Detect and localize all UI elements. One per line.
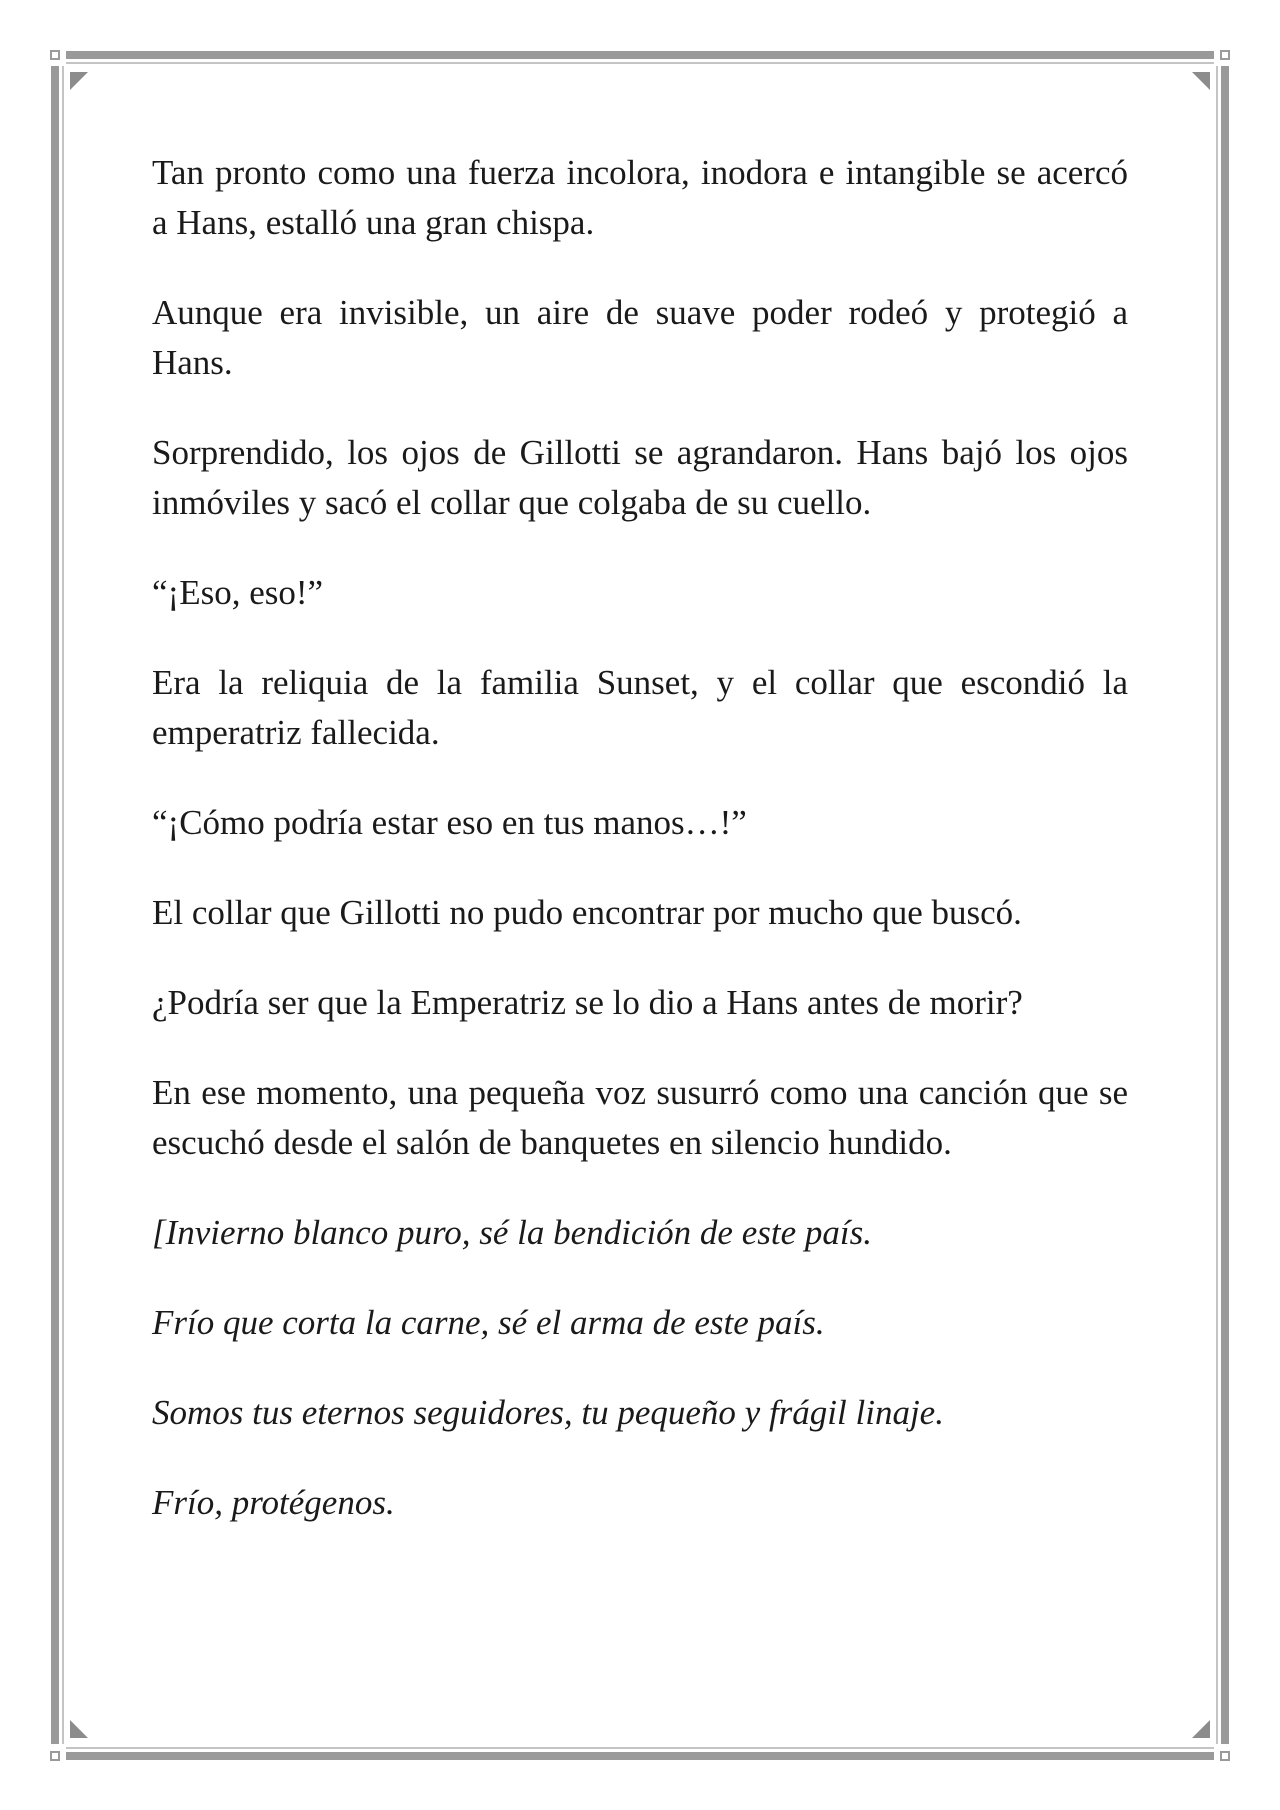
frame-inner-right [1216,66,1218,1744]
frame-corner-ornament [50,50,60,60]
song-verse: Somos tus eternos seguidores, tu pequeño y frágil linaje. [152,1393,944,1432]
corner-triangle-icon [70,72,88,90]
song-verse: Frío, protégenos. [152,1483,395,1522]
frame-border-top [66,51,1214,59]
song-verse: Frío que corta la carne, sé el arma de este país. [152,1303,825,1342]
page-body [152,148,1128,1568]
paragraph: Sorprendido, los ojos de Gillotti se agrandaron. Hans bajó los ojos inmóviles y sacó el collar que colgaba de su cuello. [152,433,1128,522]
frame-inner-bottom [66,1747,1214,1749]
corner-triangle-icon [1192,1720,1210,1738]
paragraph: ¿Podría ser que la Emperatriz se lo dio a Hans antes de morir? [152,983,1023,1022]
frame-corner-ornament [1220,1751,1230,1761]
paragraph: Era la reliquia de la familia Sunset, y el collar que escondió la emperatriz fallecida. [152,663,1128,752]
frame-border-right [1221,66,1229,1744]
frame-corner-ornament [50,1751,60,1761]
frame-border-left [51,66,59,1744]
paragraph: En ese momento, una pequeña voz susurró como una canción que se escuchó desde el salón de banquetes en silencio hundido. [152,1073,1128,1162]
frame-inner-top [66,62,1214,64]
paragraph: El collar que Gillotti no pudo encontrar por mucho que buscó. [152,893,1022,932]
corner-triangle-icon [1192,72,1210,90]
song-verse: [Invierno blanco puro, sé la bendición de este país. [152,1213,872,1252]
dialogue-line: “¡Eso, eso!” [152,573,324,612]
frame-border-bottom [66,1752,1214,1760]
paragraph: Aunque era invisible, un aire de suave poder rodeó y protegió a Hans. [152,293,1128,382]
frame-corner-ornament [1220,50,1230,60]
frame-inner-left [62,66,64,1744]
paragraph: Tan pronto como una fuerza incolora, inodora e intangible se acercó a Hans, estalló una gran chispa. [152,153,1128,242]
corner-triangle-icon [70,1720,88,1738]
dialogue-line: “¡Cómo podría estar eso en tus manos…!” [152,803,747,842]
